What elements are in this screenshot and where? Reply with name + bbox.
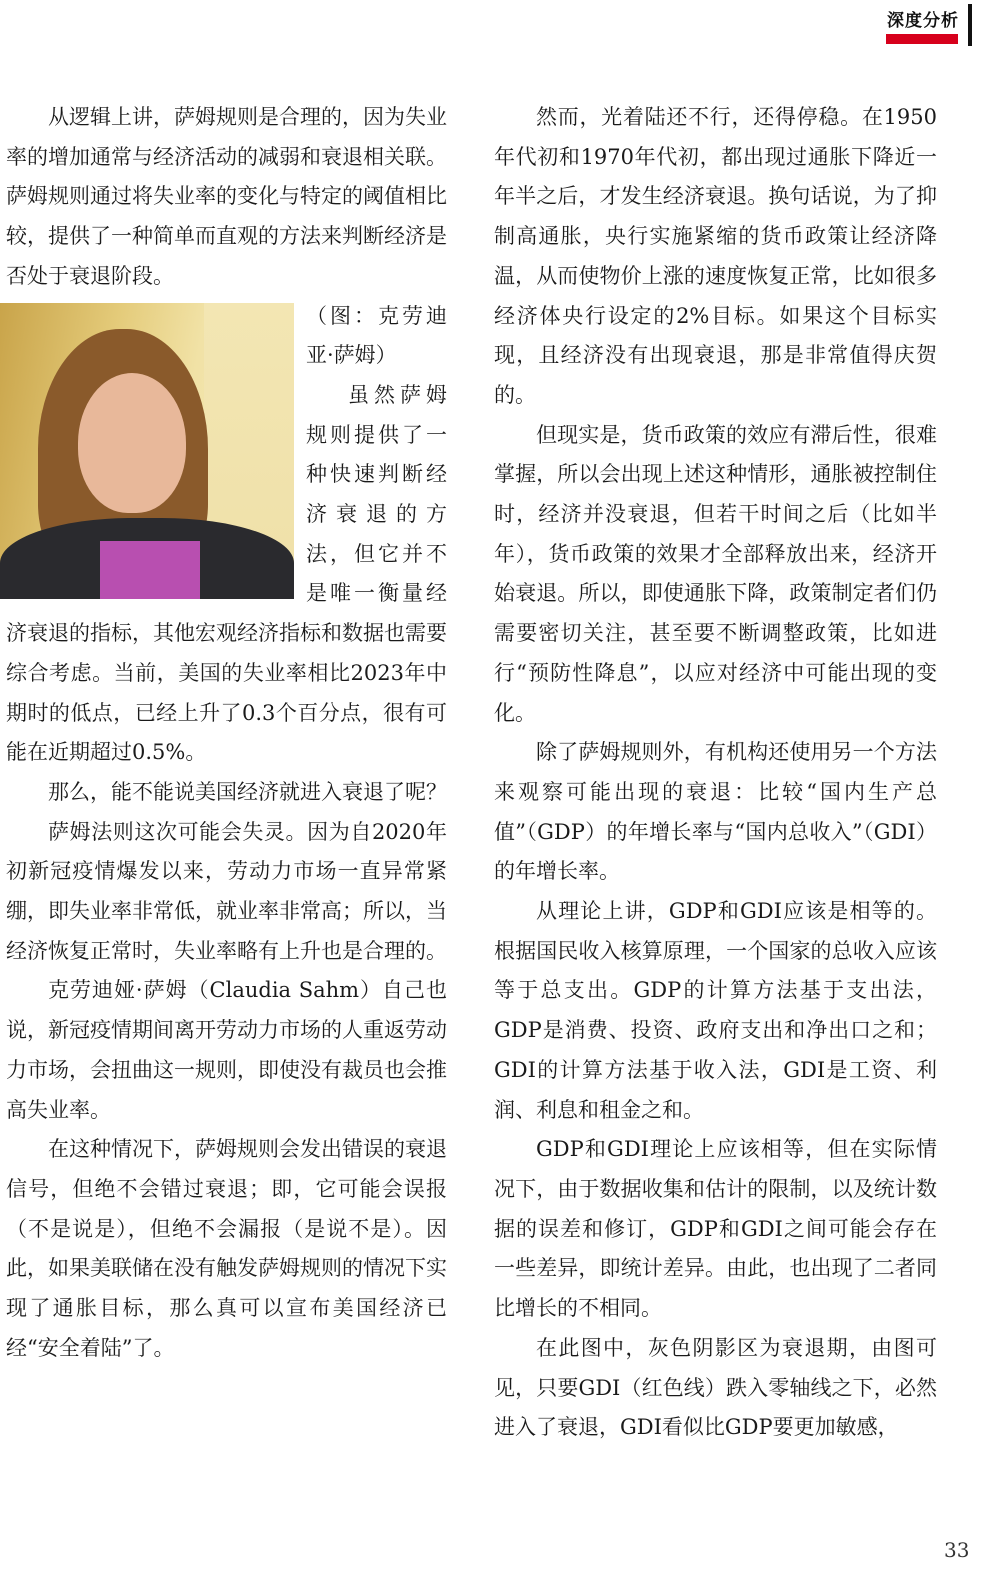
right-paragraph-6: 在此图中，灰色阴影区为衰退期，由图可见，只要GDI（红色线）跌入零轴线之下，必然进入了衰退，GDI看似比GDP要更加敏感， <box>494 1335 937 1440</box>
right-column <box>494 98 937 1448</box>
section-label: 深度分析 <box>887 11 959 31</box>
left-column <box>6 98 447 1369</box>
left-paragraph-3: 那么，能不能说美国经济就进入衰退了呢？ <box>48 779 447 804</box>
left-paragraph-1: 从逻辑上讲，萨姆规则是合理的，因为失业率的增加通常与经济活动的减弱和衰退相关联。萨姆规则通过将失业率的变化与特定的阈值相比较，提供了一种简单而直观的方法来判断经济是否处于衰退阶段。 <box>6 105 447 288</box>
section-label-underline <box>886 34 958 44</box>
right-paragraph-3: 除了萨姆规则外，有机构还使用另一个方法来观察可能出现的衰退：比较“国内生产总值”（GDP）的年增长率与“国内总收入”（GDI）的年增长率。 <box>494 740 937 884</box>
left-paragraph-5: 克劳迪娅·萨姆（Claudia Sahm）自己也说，新冠疫情期间离开劳动力市场的人重返劳动力市场，会扭曲这一规则，即使没有裁员也会推高失业率。 <box>6 978 447 1122</box>
header-divider-bar <box>968 4 972 46</box>
page-number: 33 <box>944 1538 970 1562</box>
right-paragraph-2: 但现实是，货币政策的效应有滞后性，很难掌握，所以会出现上述这种情形，通胀被控制住时，经济并没衰退，但若干时间之后（比如半年），货币政策的效果才全部释放出来，经济开始衰退。所以，即使通胀下降，政策制定者们仍需要密切关注，甚至要不断调整政策，比如进行“预防性降息”，以应对经济中可能出现的变化。 <box>494 422 937 725</box>
right-paragraph-5: GDP和GDI理论上应该相等，但在实际情况下，由于数据收集和估计的限制，以及统计数据的误差和修订，GDP和GDI之间可能会存在一些差异，即统计差异。由此，也出现了二者同比增长的不相同。 <box>494 1137 937 1321</box>
portrait-photo <box>0 303 294 599</box>
right-paragraph-1: 然而，光着陆还不行，还得停稳。在1950年代初和1970年代初，都出现过通胀下降近一年半之后，才发生经济衰退。换句话说，为了抑制高通胀，央行实施紧缩的货币政策让经济降温，从而使物价上涨的速度恢复正常，比如很多经济体央行设定的2%目标。如果这个目标实现，且经济没有出现衰退，那是非常值得庆贺的。 <box>494 105 937 407</box>
left-paragraph-6: 在这种情况下，萨姆规则会发出错误的衰退信号，但绝不会错过衰退；即，它可能会误报（不是说是），但绝不会漏报（是说不是）。因此，如果美联储在没有触发萨姆规则的情况下实现了通胀目标，那么真可以宣布美国经济已经“安全着陆”了。 <box>6 1137 447 1360</box>
left-paragraph-2: 虽然萨姆规则提供了一种快速判断经济衰退的方法，但它并不是唯一衡量经济衰退的指标，其他宏观经济指标和数据也需要综合考虑。当前，美国的失业率相比2023年中期时的低点，已经上升了0.3个百分点，很有可能在近期超过0.5%。 <box>6 382 447 765</box>
photo-caption: （图：克劳迪亚·萨姆） <box>306 303 447 368</box>
right-paragraph-4: 从理论上讲，GDP和GDI应该是相等的。根据国民收入核算原理，一个国家的总收入应该等于总支出。GDP的计算方法基于支出法，GDP是消费、投资、政府支出和净出口之和；GDI的计算方法基于收入法，GDI是工资、利润、利息和租金之和。 <box>494 899 937 1122</box>
left-paragraph-4: 萨姆法则这次可能会失灵。因为自2020年初新冠疫情爆发以来，劳动力市场一直异常紧绷，即失业率非常低，就业率非常高；所以，当经济恢复正常时，失业率略有上升也是合理的。 <box>6 819 447 963</box>
